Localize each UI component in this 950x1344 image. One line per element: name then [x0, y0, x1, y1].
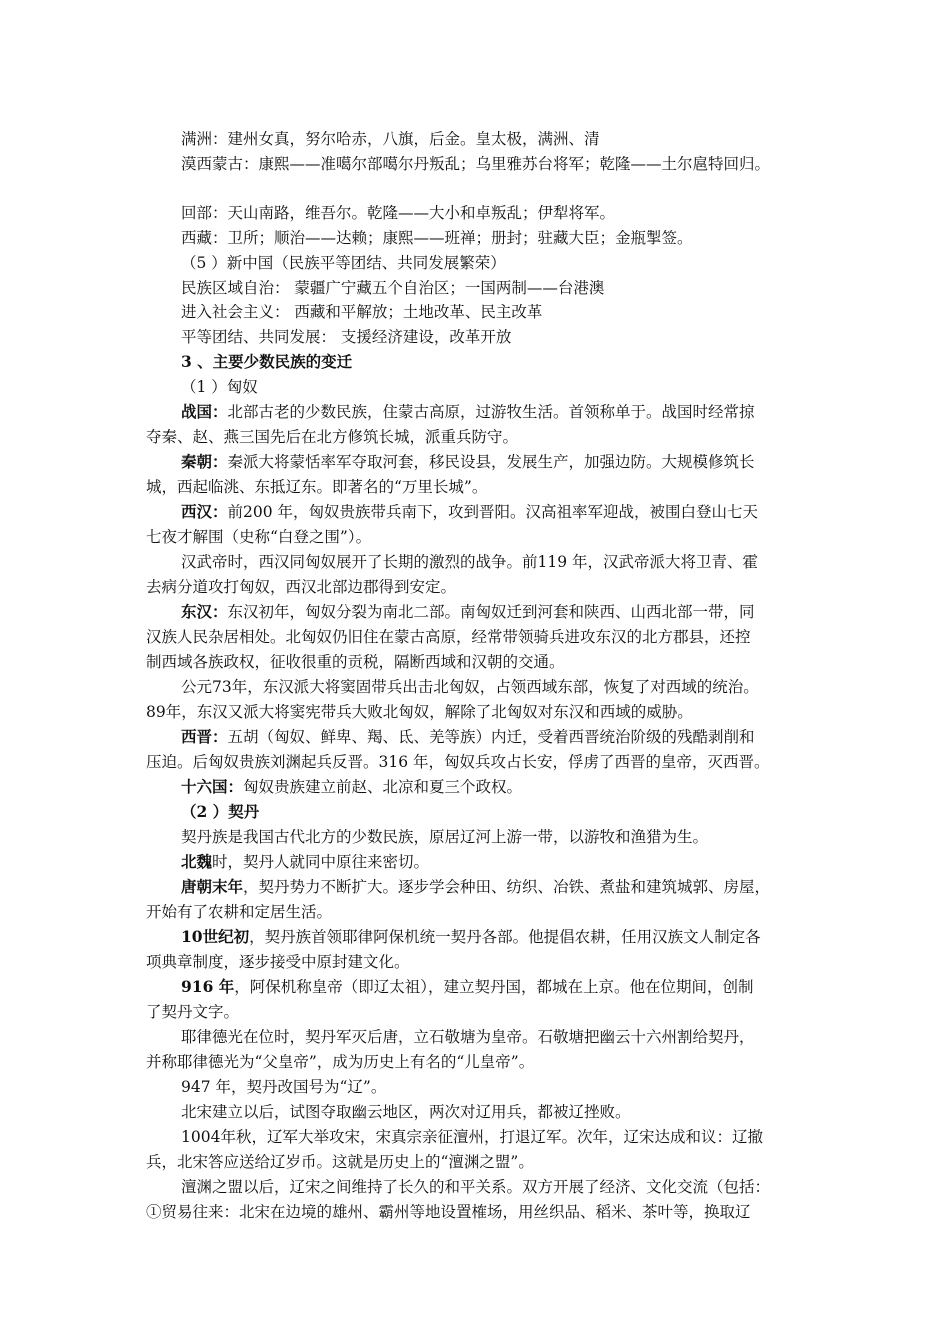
text-line [181, 201, 615, 225]
bold-text: （2 ）契丹 [181, 802, 260, 821]
body-text: 匈奴贵族建立前赵、北凉和夏三个政权。 [243, 778, 523, 796]
body-text: 澶渊之盟以后，辽宋之间维持了长久的和平关系。双方开展了经济、文化交流（包括： [181, 1178, 771, 1196]
text-line [146, 650, 565, 674]
body-text: 1004年秋，辽军大举攻宋，宋真宗亲征澶州，打退辽军。次年，辽宋达成和议：辽撤 [181, 1128, 763, 1146]
body-text: 压迫。后匈奴贵族刘渊起兵反晋。316 年，匈奴兵攻占长安，俘虏了西晋的皇帝，灭西晋。 [146, 753, 770, 771]
text-line [146, 1200, 751, 1224]
text-line [146, 425, 518, 449]
text-line [146, 1000, 239, 1024]
body-text: 城，西起临洮、东抵辽东。即著名的“万里长城”。 [146, 478, 488, 496]
body-text: 89年，东汉又派大将窦宪带兵大败北匈奴，解除了北匈奴对东汉和西域的威胁。 [146, 703, 693, 721]
text-line [181, 350, 352, 374]
bold-text: 战国： [181, 402, 228, 421]
body-text: 北宋建立以后，试图夺取幽云地区，两次对辽用兵，都被辽挫败。 [181, 1103, 631, 1121]
text-line [181, 152, 770, 176]
body-text: 漠西蒙古：康熙——准噶尔部噶尔丹叛乱；乌里雅苏台将军；乾隆——土尔扈特回归。 [181, 155, 771, 173]
text-line [146, 950, 410, 974]
body-text: 五胡（匈奴、鲜卑、羯、氐、羌等族）内迁，受着西晋统治阶级的残酷剥削和 [227, 728, 755, 746]
bold-text: 十六国： [181, 777, 244, 796]
text-line [146, 1050, 534, 1074]
text-line [181, 550, 758, 574]
text-line [146, 625, 751, 649]
body-text: 公元73年，东汉派大将窦固带兵出击北匈奴，占领西域东部，恢复了对西域的统治。 [181, 678, 759, 696]
bold-text: 东汉： [181, 602, 228, 621]
text-line [181, 925, 761, 949]
body-text: （5 ）新中国（民族平等团结、共同发展繁荣） [181, 254, 506, 272]
body-text: 西藏：卫所；顺治——达赖；康熙——班禅；册封；驻藏大臣；金瓶掣签。 [181, 229, 693, 247]
text-line [181, 875, 770, 899]
text-line [146, 525, 371, 549]
text-line [181, 1075, 386, 1099]
text-line [181, 675, 759, 699]
body-text: 项典章制度，逐步接受中原封建文化。 [146, 953, 410, 971]
text-line [181, 825, 708, 849]
body-text: （1 ）匈奴 [181, 378, 258, 396]
body-text: ，阿保机称皇帝（即辽太祖），建立契丹国，都城在上京。他在位期间，创制 [234, 978, 754, 996]
body-text: 制西域各族政权，征收很重的贡税，隔断西域和汉朝的交通。 [146, 653, 565, 671]
text-line [181, 775, 522, 799]
bold-text: 10世纪初 [181, 927, 250, 946]
bold-text: 唐朝末年 [181, 877, 244, 896]
text-line [181, 226, 693, 250]
text-line [146, 475, 487, 499]
body-text: 开始有了农耕和定居生活。 [146, 903, 333, 921]
bold-text: 916 年 [181, 977, 235, 996]
text-line [181, 400, 755, 424]
body-text: 去病分道攻打匈奴，西汉北部边郡得到安定。 [146, 578, 457, 596]
body-text: 前200 年，匈奴贵族带兵南下，攻到晋阳。汉高祖率军迎战，被围白登山七天 [227, 503, 759, 521]
text-line [181, 300, 542, 324]
text-line [181, 600, 755, 624]
body-text: 秦派大将蒙恬率军夺取河套，移民设县，发展生产，加强边防。大规模修筑长 [227, 453, 755, 471]
text-line [181, 725, 755, 749]
body-text: 满洲：建州女真，努尔哈赤，八旗，后金。皇太极，满洲、清 [181, 130, 600, 148]
body-text: 契丹族是我国古代北方的少数民族，原居辽河上游一带，以游牧和渔猎为生。 [181, 828, 709, 846]
bold-text: 北魏 [181, 852, 213, 871]
text-line [181, 1100, 631, 1124]
body-text: 时，契丹人就同中原往来密切。 [212, 853, 430, 871]
body-text: 汉族人民杂居相处。北匈奴仍旧住在蒙古高原，经常带领骑兵进攻东汉的北方郡县，还控 [146, 628, 751, 646]
text-line [146, 900, 332, 924]
text-line [181, 1025, 755, 1049]
body-text: ，契丹势力不断扩大。逐步学会种田、纺织、冶铁、煮盐和建筑城郭、房屋， [243, 878, 771, 896]
text-line [146, 700, 693, 724]
bold-text: 秦朝： [181, 452, 228, 471]
body-text: 北部古老的少数民族，住蒙古高原，过游牧生活。首领称单于。战国时经常掠 [227, 403, 755, 421]
body-text: ，契丹族首领耶律阿保机统一契丹各部。他提倡农耕，任用汉族文人制定各 [249, 928, 761, 946]
bold-text: 3 、主要少数民族的变迁 [181, 352, 353, 371]
body-text: 东汉初年，匈奴分裂为南北二部。南匈奴迁到河套和陕西、山西北部一带，同 [227, 603, 755, 621]
text-line [181, 975, 754, 999]
body-text: 947 年，契丹改国号为“辽”。 [181, 1078, 387, 1096]
body-text: 耶律德光在位时，契丹军灭后唐，立石敬塘为皇帝。石敬塘把幽云十六州割给契丹， [181, 1028, 755, 1046]
body-text: 回部：天山南路，维吾尔。乾隆——大小和卓叛乱；伊犁将军。 [181, 204, 616, 222]
bold-text: 西汉： [181, 502, 228, 521]
text-line [181, 375, 258, 399]
body-text: 平等团结、共同发展： 支援经济建设，改革开放 [181, 328, 512, 346]
body-text: ①贸易往来：北宋在边境的雄州、霸州等地设置榷场，用丝织品、稻米、茶叶等，换取辽 [146, 1203, 751, 1221]
body-text: 七夜才解围（史称“白登之围”）。 [146, 528, 372, 546]
body-text: 进入社会主义： 西藏和平解放；土地改革、民主改革 [181, 303, 543, 321]
text-line [181, 850, 429, 874]
text-line [181, 1125, 763, 1149]
text-line [146, 1150, 534, 1174]
body-text: 了契丹文字。 [146, 1003, 240, 1021]
body-text: 汉武帝时，西汉同匈奴展开了长期的激烈的战争。前119 年，汉武帝派大将卫青、霍 [181, 553, 759, 571]
text-line [181, 800, 259, 824]
text-line [146, 750, 770, 774]
bold-text: 西晋： [181, 727, 228, 746]
body-text: 夺秦、赵、燕三国先后在北方修筑长城，派重兵防守。 [146, 428, 519, 446]
body-text: 兵，北宋答应送给辽岁币。这就是历史上的“澶渊之盟”。 [146, 1153, 534, 1171]
text-line [181, 127, 600, 151]
body-text: 民族区域自治： 蒙疆广宁藏五个自治区；一国两制——台港澳 [181, 279, 605, 297]
text-line [181, 276, 604, 300]
text-line [181, 450, 755, 474]
text-line [146, 575, 456, 599]
text-line [181, 1175, 770, 1199]
text-line [181, 251, 506, 275]
body-text: 并称耶律德光为“父皇帝”，成为历史上有名的“儿皇帝”。 [146, 1053, 535, 1071]
text-line [181, 325, 511, 349]
text-line [181, 500, 758, 524]
